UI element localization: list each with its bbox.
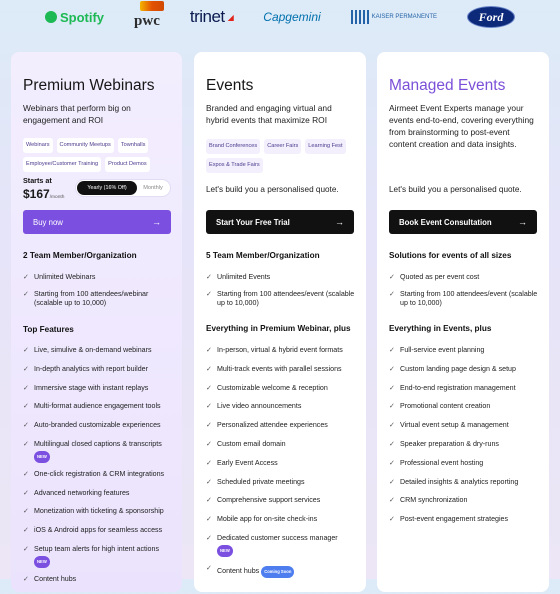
list-item — [206, 440, 360, 449]
billing-monthly-option[interactable]: Monthly — [143, 185, 163, 191]
use-case-tag: Brand Conferences — [206, 139, 260, 154]
check-icon: ✓ — [23, 470, 29, 478]
check-icon: ✓ — [23, 440, 29, 448]
use-case-tag: Learning Fest — [305, 139, 345, 154]
check-icon: ✓ — [389, 274, 395, 281]
list-item-text: iOS & Android apps for seamless access — [34, 526, 163, 535]
features-heading: Top Features — [23, 325, 74, 334]
list-item — [23, 290, 176, 308]
starts-at-label: Starts at — [23, 176, 52, 185]
arrow-right-icon: → — [335, 217, 344, 227]
start-free-trial-button[interactable]: Start Your Free Trial → — [206, 210, 354, 234]
list-item-text: Comprehensive support services — [217, 496, 321, 505]
basics-list — [23, 273, 176, 316]
list-item-text: One-click registration & CRM integrations — [34, 469, 165, 478]
list-item — [23, 489, 176, 498]
list-item — [206, 564, 360, 578]
list-item — [23, 545, 176, 568]
list-item — [389, 478, 543, 487]
features-heading: Everything in Premium Webinar, plus — [206, 324, 351, 333]
quote-text: Let's build you a personalised quote. — [389, 185, 522, 194]
list-item — [389, 384, 543, 393]
card-description: Airmeet Event Experts manage your events end-to-end, covering everything from brainstorming to post-event content creation and data insights. — [389, 103, 534, 149]
team-member-limit: 2 Team Member/Organization — [23, 251, 137, 260]
check-icon: ✓ — [389, 440, 395, 448]
check-icon: ✓ — [206, 403, 212, 411]
check-icon: ✓ — [206, 440, 212, 448]
use-case-tag: Webinars — [23, 138, 53, 153]
check-icon: ✓ — [389, 384, 395, 392]
spotify-logo: Spotify — [45, 10, 104, 25]
check-icon: ✓ — [206, 534, 212, 542]
check-icon: ✓ — [206, 478, 212, 486]
check-icon: ✓ — [23, 489, 29, 497]
check-icon: ✓ — [389, 516, 395, 524]
list-item-text: CRM synchronization — [400, 496, 468, 505]
list-item — [206, 384, 360, 393]
check-icon: ✓ — [206, 497, 212, 505]
check-icon: ✓ — [206, 274, 212, 281]
list-item — [206, 496, 360, 505]
list-item — [23, 470, 176, 479]
use-case-tag: Expos & Trade Fairs — [206, 158, 263, 173]
list-item-text: Personalized attendee experiences — [217, 421, 328, 430]
list-item-text: Customizable welcome & reception — [217, 383, 328, 392]
basics-list — [206, 273, 360, 316]
list-item-text: Mobile app for on-site check-ins — [217, 515, 318, 524]
price-block — [23, 176, 64, 201]
check-icon: ✓ — [206, 422, 212, 430]
quote-text: Let's build you a personalised quote. — [206, 185, 339, 194]
feature-badge: NEW — [217, 545, 233, 557]
list-item-text: Custom email domain — [217, 439, 286, 448]
feature-badge: NEW — [34, 451, 50, 463]
list-item-text: Multi-format audience engagement tools — [34, 402, 161, 411]
premium-webinars-card — [11, 52, 182, 592]
billing-toggle[interactable] — [75, 179, 171, 197]
features-list — [23, 346, 176, 594]
list-item-text: Speaker preparation & dry-runs — [400, 439, 499, 448]
team-member-limit: 5 Team Member/Organization — [206, 251, 320, 260]
list-item — [23, 365, 176, 374]
list-item — [206, 421, 360, 430]
list-item-text: Unlimited Webinars — [34, 273, 96, 281]
check-icon: ✓ — [23, 291, 29, 298]
list-item-text: Full-service event planning — [400, 346, 485, 354]
list-item — [206, 478, 360, 487]
list-item — [389, 365, 543, 374]
check-icon: ✓ — [389, 422, 395, 430]
list-item — [206, 290, 360, 308]
basics-list — [389, 273, 543, 316]
check-icon: ✓ — [389, 497, 395, 505]
card-description: Webinars that perform big on engagement and ROI — [23, 103, 131, 125]
buy-now-button[interactable]: Buy now → — [23, 210, 171, 234]
billing-yearly-option[interactable]: Yearly (16% Off) — [77, 181, 137, 195]
list-item — [206, 402, 360, 411]
check-icon: ✓ — [206, 365, 212, 373]
list-item — [389, 421, 543, 430]
list-item — [389, 496, 543, 505]
list-item-text: In-depth analytics with report builder — [34, 364, 148, 373]
check-icon: ✓ — [206, 384, 212, 392]
check-icon: ✓ — [23, 545, 29, 553]
capgemini-logo: Capgemini — [263, 10, 321, 24]
check-icon: ✓ — [389, 459, 395, 467]
list-item — [23, 402, 176, 411]
list-item — [23, 526, 176, 535]
arrow-right-icon: → — [518, 217, 527, 227]
check-icon: ✓ — [206, 516, 212, 524]
trinet-logo: trinet ◢ — [189, 7, 234, 26]
list-item-text: Professional event hosting — [400, 458, 484, 467]
check-icon: ✓ — [23, 365, 29, 373]
card-title: Premium Webinars — [23, 77, 155, 94]
list-item-text: Custom landing page design & setup — [400, 364, 516, 373]
list-item — [23, 421, 176, 430]
list-item-text: Advanced networking features — [34, 488, 130, 497]
features-heading: Everything in Events, plus — [389, 324, 492, 333]
list-item — [23, 273, 176, 282]
list-item — [389, 346, 543, 355]
list-item-text: Multi-track events with parallel sessions — [217, 364, 342, 373]
list-item-text: Dedicated customer success manager — [217, 533, 338, 542]
arrow-right-icon: → — [152, 217, 161, 227]
use-case-tag: Product Demos — [105, 157, 150, 172]
list-item — [23, 346, 176, 355]
list-item-text: Virtual event setup & management — [400, 421, 509, 430]
card-title: Events — [206, 77, 254, 94]
check-icon: ✓ — [206, 347, 212, 354]
list-item-text: Content hubs — [34, 574, 77, 583]
feature-badge: NEW — [34, 556, 50, 568]
check-icon: ✓ — [389, 347, 395, 354]
list-item — [206, 515, 360, 524]
use-case-tag: Employee/Customer Training — [23, 157, 101, 172]
check-icon: ✓ — [389, 478, 395, 486]
kaiser-icon — [351, 10, 369, 24]
list-item-text: In-person, virtual & hybrid event formats — [217, 346, 343, 354]
check-icon: ✓ — [389, 365, 395, 373]
list-item-text: Unlimited Events — [217, 273, 271, 281]
check-icon: ✓ — [23, 422, 29, 430]
price-amount: $167/month — [23, 187, 65, 201]
list-item-text: Starting from 100 attendees/event (scalable up to 10,000) — [400, 290, 538, 307]
feature-badge: Coming Soon — [261, 566, 294, 578]
check-icon: ✓ — [206, 291, 212, 298]
list-item-text: Live video announcements — [217, 402, 302, 411]
list-item — [389, 459, 543, 468]
list-item — [206, 459, 360, 468]
list-item-text: Post-event engagement strategies — [400, 515, 509, 524]
list-item-text: Starting from 100 attendees/webinar (scalable up to 10,000) — [34, 290, 149, 307]
events-card — [194, 52, 366, 592]
check-icon: ✓ — [23, 508, 29, 516]
list-item-text: Early Event Access — [217, 458, 278, 467]
check-icon: ✓ — [389, 291, 395, 298]
list-item-text: Live, simulive & on-demand webinars — [34, 346, 152, 354]
managed-events-card — [377, 52, 549, 592]
list-item-text: End-to-end registration management — [400, 383, 516, 392]
check-icon: ✓ — [23, 384, 29, 392]
check-icon: ✓ — [389, 403, 395, 411]
list-item-text: Quoted as per event cost — [400, 273, 480, 281]
check-icon: ✓ — [23, 527, 29, 535]
list-item-text: Immersive stage with instant replays — [34, 383, 149, 392]
list-item-text: Promotional content creation — [400, 402, 491, 411]
ford-logo: Ford — [467, 6, 515, 28]
kaiser-logo: KAISER PERMANENTE — [351, 10, 437, 24]
check-icon: ✓ — [206, 459, 212, 467]
list-item-text: Content hubs — [217, 566, 260, 575]
pwc-logo: pwc — [134, 13, 160, 30]
list-item — [206, 534, 360, 557]
list-item — [389, 440, 543, 449]
list-item — [206, 365, 360, 374]
use-case-tag: Career Fairs — [264, 139, 301, 154]
list-item — [206, 273, 360, 282]
card-title: Managed Events — [389, 77, 506, 94]
list-item — [389, 402, 543, 411]
features-list — [206, 346, 360, 588]
features-list — [389, 346, 543, 534]
list-item-text: Auto-branded customizable experiences — [34, 421, 161, 430]
list-item-text: Multilingual closed captions & transcripts — [34, 439, 162, 448]
spotify-icon — [45, 11, 57, 23]
list-item — [206, 346, 360, 355]
check-icon: ✓ — [23, 274, 29, 281]
solutions-heading: Solutions for events of all sizes — [389, 251, 512, 260]
check-icon: ✓ — [206, 564, 212, 572]
list-item-text: Detailed insights & analytics reporting — [400, 477, 519, 486]
client-logos — [0, 0, 560, 34]
use-case-tags — [206, 139, 358, 173]
list-item — [23, 575, 176, 584]
list-item — [23, 440, 176, 463]
use-case-tag: Townhalls — [118, 138, 149, 153]
list-item — [23, 507, 176, 516]
list-item-text: Monetization with ticketing & sponsorship — [34, 507, 164, 516]
list-item — [389, 515, 543, 524]
use-case-tags — [23, 138, 174, 172]
check-icon: ✓ — [23, 403, 29, 411]
list-item — [389, 290, 543, 308]
list-item-text: Scheduled private meetings — [217, 477, 305, 486]
list-item-text: Setup team alerts for high intent actions — [34, 544, 159, 553]
card-description: Branded and engaging virtual and hybrid events that maximize ROI — [206, 103, 332, 125]
check-icon: ✓ — [23, 347, 29, 354]
book-consultation-button[interactable]: Book Event Consultation → — [389, 210, 537, 234]
list-item-text: Starting from 100 attendees/event (scalable up to 10,000) — [217, 290, 355, 307]
list-item — [23, 384, 176, 393]
list-item — [389, 273, 543, 282]
check-icon: ✓ — [23, 575, 29, 583]
use-case-tag: Community Meetups — [57, 138, 114, 153]
